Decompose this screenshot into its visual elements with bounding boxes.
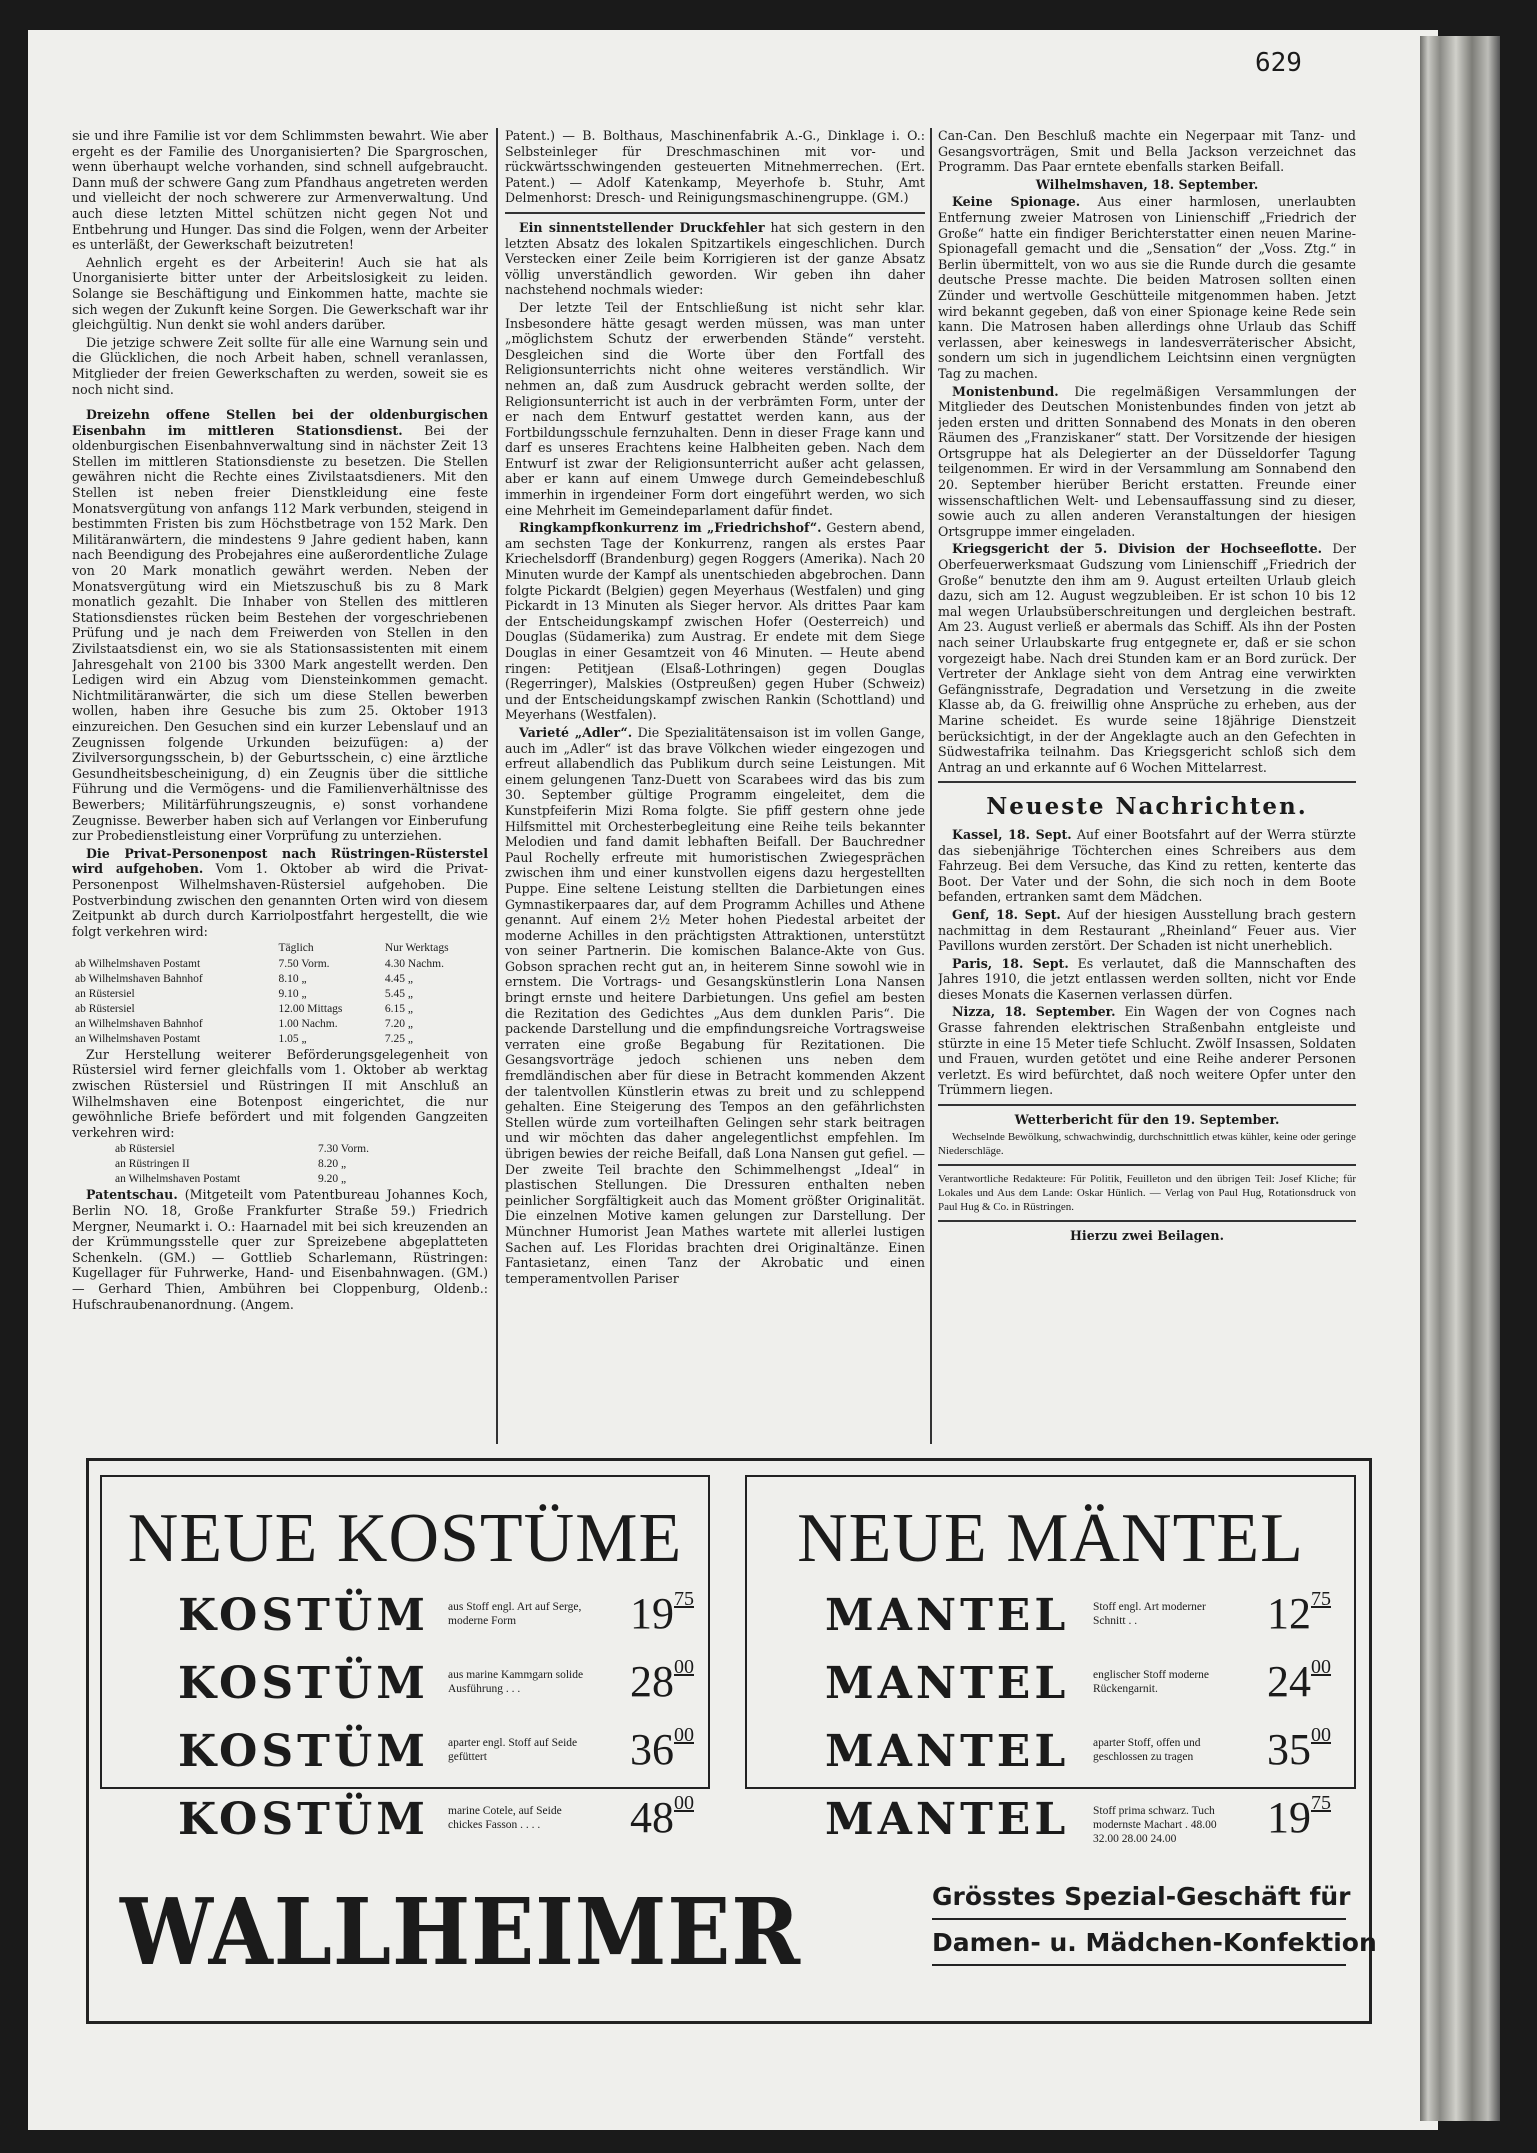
time: 6.15 „ [384, 1002, 413, 1015]
supplement-note: Hierzu zwei Beilagen. [1070, 1227, 1224, 1243]
price-main: 12 [1267, 1589, 1311, 1638]
ad-title-right: NEUE MÄNTEL [797, 1500, 1304, 1577]
news-body: Es verlautet, daß die Mannschaften des Jahres 1910, die jetzt entlassen werden sollten, nicht vor Ende dieses Monats die Kasernen verlassen dürfen. [938, 955, 1356, 1002]
item-name: MANTEL [825, 1590, 1070, 1641]
time: 7.50 Vorm. [278, 957, 330, 970]
page-number: 629 [1255, 48, 1302, 78]
station: ab Rüstersiel [115, 1143, 175, 1156]
item-price [1267, 1792, 1331, 1843]
item-name: KOSTÜM [178, 1794, 429, 1845]
divider [938, 781, 1356, 783]
table-row [72, 1002, 488, 1017]
table-row [112, 1142, 403, 1157]
item-price [1267, 1656, 1331, 1707]
paragraph: Die jetzige schwere Zeit sollte für alle eine Warnung sein und die Glücklichen, die noch Arbeit haben, schnell veranlassen, Mitglieder der freien Gewerkschaften zu werden, soweit sie es noch nicht sind. [72, 334, 488, 397]
item-description: aparter engl. Stoff auf Seide gefüttert [448, 1737, 578, 1763]
article-body: Gestern abend, am sechsten Tage der Konkurrenz, rangen als erstes Paar Kriechelsdorff (Brandenburg) gegen Roggers (Amerika). Nach 20 Minuten wurde der Kampf als unentschieden abgebrochen. Dann folgte Pickardt (Belgien) gegen Meyerhaus (Westfalen) und ging Pickardt in 13 Minuten als Sieger hervor. Als drittes Paar kam der Entscheidungskampf zwischen Hofer (Oesterreich) und Douglas (Südamerika) zum Austrag. Er endete mit dem Siege Douglas in einer Gesamtzeit von 46 Minuten. — Heute abend ringen: Petitjean (Elsaß-Lothringen) gegen Douglas (Regerringer), Malskies (Ostpreußen) gegen Huber (Schweiz) und der Entscheidungskampf zwischen Rankin (Schottland) und Meyerhans (Westfalen). [505, 520, 925, 723]
price-cents: 00 [1311, 1656, 1331, 1678]
list-item [825, 1650, 1355, 1718]
column-rule [930, 128, 932, 1444]
article-heading: Varieté „Adler“. [519, 724, 633, 740]
ad-title-left: NEUE KOSTÜME [127, 1500, 683, 1577]
news-section-title: Neueste Nachrichten. [986, 793, 1308, 821]
price-cents: 00 [674, 1724, 694, 1746]
item-description: Stoff engl. Art moderner Schnitt . . [1093, 1601, 1206, 1627]
time: 8.10 „ [278, 972, 307, 985]
price-cents: 75 [1311, 1792, 1331, 1814]
article-body: hat sich gestern in den letzten Absatz des lokalen Spitzartikels eingeschlichen. Durch Verstecken einer Zeile beim Korrigieren ist der ganze Absatz völlig unverständlich geworden. Wir geben ihn daher nachstehend nochmals wieder: [505, 219, 925, 298]
time: 9.20 „ [317, 1173, 347, 1186]
item-price [630, 1656, 694, 1707]
article-heading: Keine Spionage. [952, 194, 1081, 210]
station: ab Rüstersiel [75, 1002, 135, 1015]
station: ab Wilhelmshaven Postamt [75, 957, 201, 970]
station: an Rüstringen II [115, 1158, 190, 1171]
article-body: (Mitgeteilt vom Patentbureau Johannes Koch, Berlin NO. 18, Große Frankfurter Straße 59.) Friedrich Mergner, Neumarkt i. O.: Haarnadel mit bei sich kreuzenden an der Krümmungsstelle quer zur Spreizebene abgeplatteten Schenkeln. (GM.) — Gottlieb Scharlemann, Rüstringen: Kugellager für Fuhrwerke, Hand- und Eisenbahnwagen. (GM.) — Gerhard Thien, Ambühren bei Cloppenburg, Oldenb.: Hufschraubenanordnung. (Angem. [72, 1187, 488, 1312]
price-main: 35 [1267, 1725, 1311, 1774]
imprint: Verantwortliche Redakteure: Für Politik, Feuilleton und den übrigen Teil: Josef Kliche; für Lokales und Aus dem Lande: Oskar Hünlich. — Verlag von Paul Hug, Rotationsdruck von Paul Hug & Co. in Rüstringen. [938, 1172, 1356, 1213]
item-price [630, 1724, 694, 1775]
item-price [1267, 1588, 1331, 1639]
time: 7.25 „ [384, 1032, 413, 1045]
price-main: 19 [630, 1589, 674, 1638]
article-heading: Ringkampfkonkurrenz im „Friedrichshof“. [519, 520, 822, 536]
timetable-2 [112, 1142, 403, 1187]
list-item [825, 1786, 1355, 1854]
item-description: aus Stoff engl. Art auf Serge, moderne Form [448, 1601, 582, 1627]
price-main: 24 [1267, 1657, 1311, 1706]
dateline: Wilhelmshaven, 18. September. [1035, 176, 1259, 192]
article-heading: Die Privat-Personenpost nach Rüstringen-Rüsterstel wird aufgehoben. [72, 845, 488, 877]
item-name: KOSTÜM [178, 1726, 429, 1777]
news-dateline: Nizza, 18. September. [952, 1004, 1116, 1020]
divider [505, 212, 925, 214]
column-rule [496, 128, 498, 1444]
news-body: Auf einer Bootsfahrt auf der Werra stürzte das siebenjährige Töchterchen eines Schreibers aus dem Fahrzeug. Bei dem Versuche, das Kind zu retten, kenterte das Boot. Der Vater und der Sohn, die sich noch in dem Boote befanden, ertranken samt dem Mädchen. [938, 826, 1356, 905]
time: 12.00 Mittags [278, 1002, 343, 1015]
column-1 [72, 128, 488, 1448]
item-name: KOSTÜM [178, 1658, 429, 1709]
station: an Wilhelmshaven Bahnhof [75, 1017, 203, 1030]
item-description: Stoff prima schwarz. Tuch modernste Machart . 48.00 32.00 28.00 24.00 [1093, 1805, 1217, 1845]
station: ab Wilhelmshaven Bahnhof [75, 972, 203, 985]
store-tagline-1: Grösstes Spezial-Geschäft für [932, 1882, 1351, 1911]
list-item [825, 1582, 1355, 1650]
paragraph: sie und ihre Familie ist vor dem Schlimmsten bewahrt. Wie aber ergeht es der Familie des Unorganisierten? Die Spargroschen, wenn überhaupt welche vorhanden, sind schnell aufgebraucht. Dann muß der schwere Gang zum Pfandhaus angetreten werden und vielleicht der noch schwerere zur Armenverwaltung. Und auch diese letzten Mittel schützen nicht gegen Not und Entbehrung und Hunger. Das sind die Folgen, wenn der Arbeiter es unterläßt, der Gewerkschaft beizutreten! [72, 128, 488, 253]
divider [938, 1164, 1356, 1166]
item-description: englischer Stoff moderne Rückengarnit. [1093, 1669, 1210, 1695]
store-tagline-2: Damen- u. Mädchen-Konfektion [932, 1928, 1377, 1957]
item-description: aus marine Kammgarn solide Ausführung . . . [448, 1669, 584, 1695]
time: 1.05 „ [278, 1032, 307, 1045]
item-name: MANTEL [825, 1794, 1070, 1845]
item-name: KOSTÜM [178, 1590, 429, 1641]
table-row [72, 987, 488, 1002]
timetable-header: Täglich [278, 942, 314, 955]
article-body: Bei der oldenburgischen Eisenbahnverwaltung sind in nächster Zeit 13 Stellen im mittleren Stationsdienste zu besetzen. Die Stellen gewähren nicht die Rechte eines Zivilstaatsdieners. Mit den Stellen ist neben freier Dienstkleidung eine feste Monatsvergütung von anfangs 112 Mark verbunden, steigend in bestimmten Fristen bis zum Höchstbetrage von 152 Mark. Den Militäranwärtern, die mindestens 9 Jahre gedient haben, kann nach Beendigung des Probejahres eine außerordentliche Zulage von 20 Mark monatlich gewährt werden. Neben der Monatsvergütung wird ein Mietszuschuß bis zu 8 Mark monatlich gezahlt. Die Inhaber von Stellen des mittleren Stationsdienstes rücken beim Bestehen der vorgeschriebenen Prüfung und je nach dem Freiwerden von Stellen in den Zivilstaatsdienst ein, wo sie als Stationsassistenten mit einem Jahresgehalt von 2100 bis 3300 Mark angestellt werden. Den Ledigen wird ein Abzug vom Diensteinkommen gemacht. Nichtmilitäranwärter, die sich um diese Stellen bewerben wollen, haben ihre Gesuche bis zum 25. Oktober 1913 einzureichen. Den Gesuchen sind ein kurzer Lebenslauf und an Zeugnissen folgende Urkunden beizufügen: a) der Zivilversorgungsschein, b) der Geburtsschein, c) eine ärztliche Gesundheitsbescheinigung, d) ein Zeugnis über die sittliche Führung und die Vermögens- und die Familienverhältnisse des Bewerbers; Militärführungszeugnis, e) sonst vorhandene Zeugnisse. Bewerber haben sich auf Verlangen vor Einberufung zur Probedienstleistung einer Vorprüfung zu unterziehen. [72, 422, 488, 844]
news-body: Auf der hiesigen Ausstellung brach gestern nachmittag in dem Restaurant „Rheinland“ Feuer aus. Vier Pavillons wurden zerstört. Der Schaden ist nicht unerheblich. [938, 906, 1356, 954]
table-row [112, 1157, 403, 1172]
item-price [630, 1792, 694, 1843]
item-name: MANTEL [825, 1726, 1070, 1777]
time: 4.30 Nachm. [384, 957, 444, 970]
price-main: 36 [630, 1725, 674, 1774]
paragraph: Can-Can. Den Beschluß machte ein Negerpaar mit Tanz- und Gesangsvorträgen, Smit und Bella Jackson verzeichnet das Programm. Das Paar erntete ebenfalls starken Beifall. [938, 128, 1356, 175]
station: an Wilhelmshaven Postamt [115, 1173, 241, 1186]
paragraph: Zur Herstellung weiterer Beförderungsgelegenheit von Rüstersiel wird ferner gleichfalls vom 1. Oktober ab werktag zwischen Rüstersiel und Rüstringen II mit Anschluß an Wilhelmshaven eine Botenpost eingerichtet, die nur gewöhnliche Briefe befördert und mit folgenden Gangzeiten verkehren wird: [72, 1046, 488, 1140]
table-row [112, 1172, 403, 1187]
price-cents: 00 [674, 1656, 694, 1678]
time: 1.00 Nachm. [278, 1017, 338, 1030]
time: 8.20 „ [317, 1158, 347, 1171]
item-description: marine Cotele, auf Seide chickes Fasson . . . . [448, 1805, 562, 1831]
column-3 [938, 128, 1356, 1448]
price-main: 19 [1267, 1793, 1311, 1842]
tagline-rule [932, 1964, 1346, 1966]
price-main: 28 [630, 1657, 674, 1706]
price-cents: 75 [674, 1588, 694, 1610]
page-stack-edge [1420, 36, 1500, 2121]
ad-items-right [825, 1582, 1355, 1854]
store-brand: WALLHEIMER [120, 1878, 802, 1986]
news-dateline: Paris, 18. Sept. [952, 955, 1069, 971]
article-heading: Monistenbund. [952, 383, 1059, 399]
article-heading: Kriegsgericht der 5. Division der Hochseeflotte. [952, 541, 1323, 557]
article-heading: Dreizehn offene Stellen bei der oldenburgischen Eisenbahn im mittleren Stationsdienst. [72, 407, 488, 438]
price-cents: 00 [1311, 1724, 1331, 1746]
item-description: aparter Stoff, offen und geschlossen zu tragen [1093, 1737, 1201, 1763]
news-body: Ein Wagen der von Cognes nach Grasse fahrenden elektrischen Straßenbahn entgleiste und stürzte in eine 15 Meter tiefe Schlucht. Zwölf Insassen, Soldaten und Frauen, wurden getötet und eine Reihe anderer Personen verletzt. Es wird befürchtet, daß noch weitere Opfer unter den Trümmern liegen. [938, 1004, 1356, 1098]
item-price [630, 1588, 694, 1639]
weather-report: Wechselnde Bewölkung, schwachwindig, durchschnittlich etwas kühler, keine oder geringe Niederschläge. [938, 1130, 1356, 1157]
station: an Wilhelmshaven Postamt [75, 1032, 201, 1045]
paragraph: Der letzte Teil der Entschließung ist nicht sehr klar. Insbesondere hätte gesagt werden müssen, was man unter „möglichstem Schutz der erwerbenden Stände“ versteht. Desgleichen sind die Worte über den Fortfall des Religionsunterrichts nicht ohne weiteres verständlich. Wir nehmen an, daß zum Ausdruck gebracht werden sollte, der Religionsunterricht ist auch in der verbrämten Form, unter der er nach dem Entwurf gestattet werden kann, aus der Fortbildungsschule fernzuhalten. Denn in dieser Frage kann und darf es unseres Erachtens keine Halbheiten geben. Nach dem Entwurf ist zwar der Religionsunterricht außer acht gelassen, aber er kann auf einem Umwege durch Gemeindebeschluß immerhin in irgendeiner Form dort eingeführt werden, wo sich eine Mehrheit im Gemeindeparlament dafür findet. [505, 299, 925, 518]
article-heading: Ein sinnentstellender Druckfehler [519, 219, 765, 235]
list-item [178, 1650, 708, 1718]
table-row [72, 1017, 488, 1032]
table-row [72, 1032, 488, 1047]
station: an Rüstersiel [75, 987, 135, 1000]
column-2 [505, 128, 925, 1448]
time: 4.45 „ [384, 972, 413, 985]
article-body: Die regelmäßigen Versammlungen der Mitglieder des Deutschen Monistenbundes finden von jetzt ab jeden ersten und dritten Sonnabend des Monats in den oberen Räumen des „Franziskaner“ statt. Der Vorsitzende der hiesigen Ortsgruppe hat als Delegierter an der Düsseldorfer Tagung teilgenommen. Er wird in der Versammlung am Sonnabend den 20. September hierüber Bericht erstatten. Freunde einer wissenschaftlichen Welt- und Lebensauffassung sind zu dieser, sowie auch zu allen anderen Veranstaltungen der hiesigen Ortsgruppe immer eingeladen. [938, 383, 1356, 539]
tagline-rule [932, 1918, 1346, 1920]
timetable-header: Nur Werktags [384, 942, 449, 955]
news-dateline: Genf, 18. Sept. [952, 906, 1061, 922]
news-dateline: Kassel, 18. Sept. [952, 826, 1072, 842]
article-body: Der Oberfeuerwerksmaat Gudszung vom Linienschiff „Friedrich der Große“ benutzte den ihm am 9. August erteilten Urlaub gleich dazu, sich am 12. August wegzubleiben. Er ist schon 10 bis 12 mal wegen Urlaubsüberschreitungen und dergleichen bestraft. Am 23. August verließ er abermals das Schiff. Als ihn der Posten nach seiner Urlaubskarte frug entgegnete er, daß er sie schon vorgezeigt habe. Nach drei Stunden kam er an Bord zurück. Der Vertreter der Anklage sieht von dem Antrag eine verwirkten Gefängnisstrafe, Degradation und Versetzung in die zweite Klasse ab, da G. freiwillig ohne Ansprüche zu erheben, aus der Marine scheidet. Es wurde seine 18jährige Dienstzeit berücksichtigt, in der der Angeklagte auch an den Gefechten in Südwestafrika teilnahm. Das Kriegsgericht schloß sich dem Antrag an und erkannte auf 6 Wochen Mittelarrest. [938, 541, 1356, 775]
price-cents: 00 [674, 1792, 694, 1814]
price-main: 48 [630, 1793, 674, 1842]
timetable [72, 941, 488, 1047]
table-row [72, 957, 488, 972]
time: 9.10 „ [278, 987, 307, 1000]
time: 7.20 „ [384, 1017, 413, 1030]
list-item [178, 1582, 708, 1650]
price-cents: 75 [1311, 1588, 1331, 1610]
list-item [178, 1718, 708, 1786]
divider [938, 1104, 1356, 1106]
list-item [178, 1786, 708, 1854]
time: 7.30 Vorm. [317, 1143, 369, 1156]
time: 5.45 „ [384, 987, 413, 1000]
list-item [825, 1718, 1355, 1786]
paragraph: Patent.) — B. Bolthaus, Maschinenfabrik A.-G., Dinklage i. O.: Selbsteinleger für Dreschmaschinen mit vor- und rückwärtsschwingenden gesteuerten Mitnehmerrechen. (Ert. Patent.) — Adolf Katenkamp, Meyerhofe b. Stuhr, Amt Delmenhorst: Dresch- und Reinigungsmaschinengruppe. (GM.) [505, 128, 925, 206]
ad-items-left [178, 1582, 708, 1854]
divider [938, 1220, 1356, 1222]
article-heading: Patentschau. [86, 1187, 178, 1203]
article-body: Die Spezialitätensaison ist im vollen Gange, auch im „Adler“ ist das brave Völkchen wieder eingezogen und erfreut allabendlich das Publikum durch seine Leistungen. Mit einem gelungenen Tanz-Duett von Scarabees wird das bis zum 30. September gültige Programm eingeleitet, dem die Kunstpfeiferin Mizi Roma folgte. Sie pfiff gestern ohne jede Hilfsmittel mit Orchesterbegleitung eine Reihe teils bekannter Melodien und fand damit lebhaften Beifall. Der Bauchredner Paul Rochelly erfreute mit humoristischen Zwiegesprächen zwischen ihm und einer kunstvollen eigens dazu hergestellten Puppe. Eine seltene Leistung stellten die Darbietungen eines Gymnastikerpaares dar, auf dem Programm Achilles und Athene genannt. Auf einem 2½ Meter hohen Piedestal arbeitet der moderne Achilles in den prächtigsten Attraktionen, unterstützt von seiner Partnerin. Die komischen Balance-Akte von Gus. Gobson sprachen recht gut an, in heiterem Sinne sowohl wie in ernstem. Die Vortrags- und Gesangskünstlerin Lona Nansen bringt ernste und heitere Darbietungen. Uns gefiel am besten die Rezitation des Gedichtes „Aus dem dunklen Paris“. Die packende Darstellung und die empfindungsreiche Vortragsweise verraten eine große Begabung für Rezitationen. Die Gesangsvorträge jedoch schienen uns neben dem fremdländischen aber für diese in Betracht kommenden Akzent der talentvollen Künstlerin etwas zu breit und zu schleppend gehalten. Eine Steigerung des Tempos an den gefährlichsten Stellen würde zum vorteilhaften Gelingen sehr stark beitragen und wir möchten das daher angelegentlichst empfehlen. Im übrigen bewies der reiche Beifall, daß Lona Nansen gut gefiel. — Der zweite Teil brachte den Schimmelhengst „Ideal“ in plastischen Stellungen. Die Dressuren enthalten neben peinlicher Sorgfältigkeit auch das Moment größter Originalität. Die einzelnen Motive kamen gelungen zur Darstellung. Der Münchner Humorist Jean Mathes wartete mit allerlei lustigen Sachen auf. Les Floridas brachten drei Originaltänze. Einen Fantasietanz, einen Tanz der Akrobatic und einen temperamentvollen Pariser [505, 724, 925, 1286]
article-body: Aus einer harmlosen, unerlaubten Entfernung zweier Matrosen von Linienschiff „Friedrich der Große“ hatte ein findiger Berichterstatter einen neuen Marine-Spionagefall gemacht und die „Sensation“ der „Voss. Ztg.“ in Berlin übermittelt, von wo aus sie die Runde durch die gesamte deutsche Presse machte. Die beiden Matrosen sollten einen Zünder und wertvolle Geschütteile mitgenommen haben. Jetzt wird bekannt gegeben, daß von einer Spionage keine Rede sein kann. Die Matrosen haben allerdings ohne Urlaub das Schiff verlassen, aber keineswegs in landesverräterischer Absicht, sondern um sich in jugendlichem Leichtsinn einen vergnügten Tag zu machen. [938, 194, 1356, 381]
weather-heading: Wetterbericht für den 19. September. [1014, 1112, 1280, 1128]
item-price [1267, 1724, 1331, 1775]
item-name: MANTEL [825, 1658, 1070, 1709]
paragraph: Aehnlich ergeht es der Arbeiterin! Auch sie hat als Unorganisierte bitter unter der Arbeitslosigkeit zu leiden. Solange sie Beschäftigung und Einkommen hatte, machte sie sich wegen der Zukunft keine Sorgen. Die Gewerkschaft war ihr gleichgültig. Nun denkt sie wohl anders darüber. [72, 254, 488, 333]
article-body: Vom 1. Oktober ab wird die Privat-Personenpost Wilhelmshaven-Rüstersiel aufgehoben. Die Postverbindung zwischen den genannten Orten wird von diesem Zeitpunkt ab durch durch Karriolpostfahrt hergestellt, die wie folgt verkehren wird: [72, 861, 488, 939]
table-row [72, 972, 488, 987]
